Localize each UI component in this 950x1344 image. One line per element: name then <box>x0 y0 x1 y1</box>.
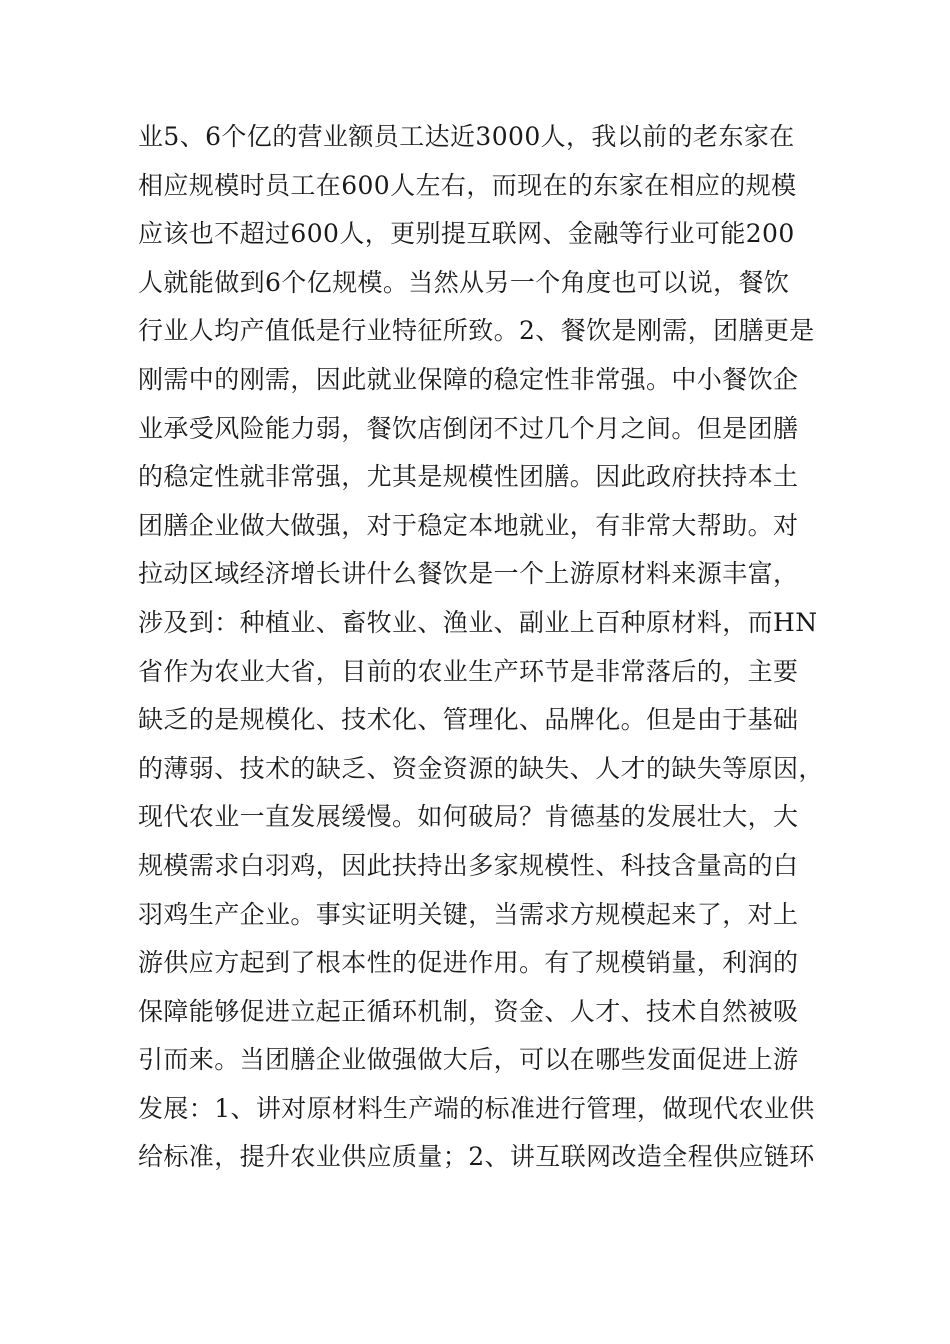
body-text <box>138 113 838 1182</box>
text-line: 拉动区域经济增长讲什么餐饮是一个上游原材料来源丰富， <box>138 559 799 589</box>
text-line: 人就能做到6个亿规模。当然从另一个角度也可以说，餐饮 <box>138 267 790 297</box>
text-line: 引而来。当团膳企业做强做大后，可以在哪些发面促进上游 <box>138 1045 799 1075</box>
text-line: 的稳定性就非常强，尤其是规模性团膳。因此政府扶持本土 <box>138 462 799 492</box>
text-line: 缺乏的是规模化、技术化、管理化、品牌化。但是由于基础 <box>138 705 799 735</box>
text-line: 涉及到：种植业、畜牧业、渔业、副业上百种原材料，而HN <box>138 607 818 637</box>
text-line: 的薄弱、技术的缺乏、资金资源的缺失、人才的缺失等原因， <box>138 753 824 783</box>
text-line: 业5、6个亿的营业额员工达近3000人，我以前的老东家在 <box>138 122 795 151</box>
text-line: 团膳企业做大做强，对于稳定本地就业，有非常大帮助。对 <box>138 510 799 540</box>
text-line: 现代农业一直发展缓慢。如何破局？肯德基的发展壮大，大 <box>138 802 799 832</box>
text-line: 发展：1、讲对原材料生产端的标准进行管理，做现代农业供 <box>138 1093 815 1123</box>
text-line: 羽鸡生产企业。事实证明关键，当需求方规模起来了，对上 <box>138 899 799 929</box>
text-line: 相应规模时员工在600人左右，而现在的东家在相应的规模 <box>138 170 797 200</box>
text-line: 业承受风险能力弱，餐饮店倒闭不过几个月之间。但是团膳 <box>138 413 799 443</box>
text-line: 规模需求白羽鸡，因此扶持出多家规模性、科技含量高的白 <box>138 850 799 880</box>
text-line: 应该也不超过600人，更别提互联网、金融等行业可能200 <box>138 219 795 249</box>
text-line: 给标准，提升农业供应质量；2、讲互联网改造全程供应链环 <box>138 1142 815 1172</box>
text-line: 游供应方起到了根本性的促进作用。有了规模销量，利润的 <box>138 948 799 978</box>
text-line: 省作为农业大省，目前的农业生产环节是非常落后的，主要 <box>138 656 799 686</box>
text-line: 刚需中的刚需，因此就业保障的稳定性非常强。中小餐饮企 <box>138 364 799 394</box>
text-line: 保障能够促进立起正循环机制，资金、人才、技术自然被吸 <box>138 996 799 1026</box>
text-line: 行业人均产值低是行业特征所致。2、餐饮是刚需，团膳更是 <box>138 316 815 346</box>
